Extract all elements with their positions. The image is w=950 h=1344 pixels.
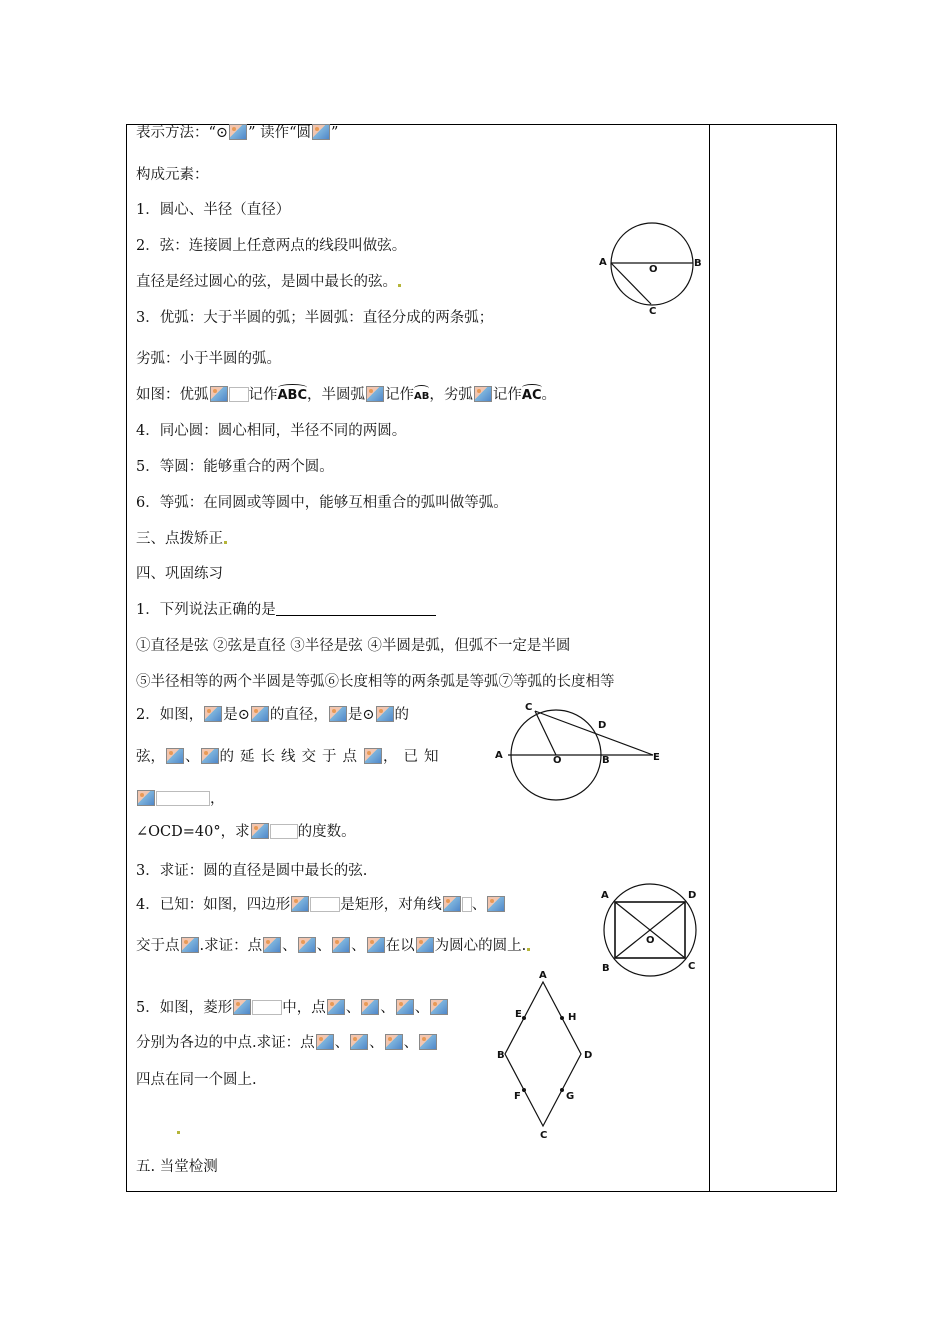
exercise-2-line4: ∠OCD=40°，求 的度数。	[136, 824, 356, 840]
label-b: B	[602, 963, 610, 974]
line-diameter: 直径是经过圆心的弦，是圆中最长的弦。	[136, 273, 402, 291]
image-placeholder-icon	[367, 937, 385, 953]
exercise-2-line2: 弦， 、 的延长线交于点 ，已知	[136, 749, 445, 765]
label-d: D	[688, 890, 697, 901]
image-placeholder-icon	[298, 937, 316, 953]
image-placeholder-icon	[487, 896, 505, 912]
image-placeholder-icon	[376, 706, 394, 722]
image-placeholder-icon	[329, 706, 347, 722]
label-f: F	[514, 1091, 521, 1102]
mark-dot	[527, 948, 530, 951]
figure-rhombus	[494, 966, 604, 1144]
image-placeholder-icon	[443, 896, 461, 912]
midpoint-e	[522, 1016, 526, 1020]
line-notation: 表示方法：“⊙ ” 读作“圆 ”	[136, 125, 339, 141]
image-placeholder-icon	[364, 748, 382, 764]
midpoint-g	[560, 1088, 564, 1092]
exercise-3: 3．求证：圆的直径是圆中最长的弦.	[136, 863, 368, 879]
line-minor-arc: 劣弧：小于半圆的弧。	[136, 351, 281, 367]
label-d: D	[598, 720, 607, 731]
image-placeholder-icon	[233, 999, 251, 1015]
label-a: A	[599, 257, 607, 268]
image-placeholder-icon	[316, 1034, 334, 1050]
arc-ac: AC	[521, 388, 542, 403]
image-box	[270, 824, 298, 839]
line-item2: 2．弦：连接圆上任意两点的线段叫做弦。	[136, 238, 407, 254]
label-h: H	[568, 1012, 577, 1023]
chord-ac	[611, 263, 651, 304]
line-elements: 构成元素：	[136, 167, 209, 183]
label-c: C	[649, 306, 657, 316]
image-box	[252, 1000, 282, 1015]
image-placeholder-icon	[366, 386, 384, 402]
image-placeholder-icon	[251, 706, 269, 722]
line-item4: 4．同心圆：圆心相同，半径不同的两圆。	[136, 423, 407, 439]
label-g: G	[566, 1091, 575, 1102]
line-item6: 6．等弧：在同圆或等圆中，能够互相重合的弧叫做等弧。	[136, 495, 508, 511]
mark-dot	[398, 284, 401, 287]
line-item1: 1．圆心、半径（直径）	[136, 202, 291, 218]
exercise-5-line3: 四点在同一个圆上.	[136, 1072, 257, 1088]
image-placeholder-icon	[430, 999, 448, 1015]
mark-dot	[177, 1131, 180, 1134]
label-c: C	[525, 702, 533, 713]
image-placeholder-icon	[229, 124, 247, 140]
label-o: O	[646, 935, 655, 946]
exercise-4: 4．已知：如图，四边形 是矩形，对角线 、	[136, 896, 506, 914]
column-divider	[709, 124, 710, 1192]
label-o: O	[553, 755, 562, 766]
image-placeholder-icon	[204, 706, 222, 722]
label-b: B	[602, 755, 610, 766]
label-a: A	[601, 890, 609, 901]
answer-blank	[276, 601, 436, 616]
exercise-4-line2: 交于点 .求证：点 、 、 、 在以 为圆心的圆上.	[136, 937, 531, 955]
line-arc-example: 如图：优弧 记作ABC，半圆弧 记作AB，劣弧 记作AC。	[136, 386, 556, 406]
image-placeholder-icon	[166, 748, 184, 764]
midpoint-f	[522, 1088, 526, 1092]
mark-dot-line	[176, 1120, 181, 1138]
label-e: E	[653, 752, 660, 763]
exercise-2-line3: ，	[136, 790, 225, 808]
image-box	[156, 791, 210, 806]
image-placeholder-icon	[327, 999, 345, 1015]
label-o: O	[649, 264, 658, 275]
image-placeholder-icon	[291, 896, 309, 912]
section-heading-3: 三、点拨矫正	[136, 530, 228, 548]
image-placeholder-icon	[416, 937, 434, 953]
label-b: B	[694, 258, 702, 269]
exercise-1-options-a: ①直径是弦 ②弦是直径 ③半径是弦 ④半圆是弧，但弧不一定是半圆	[136, 638, 571, 654]
image-placeholder-icon	[350, 1034, 368, 1050]
arc-abc: ABC	[277, 388, 308, 403]
image-placeholder-icon	[385, 1034, 403, 1050]
image-placeholder-icon	[181, 937, 199, 953]
label-d: D	[584, 1050, 593, 1061]
line-item5: 5．等圆：能够重合的两个圆。	[136, 459, 334, 475]
mark-dot	[224, 541, 227, 544]
label-b: B	[497, 1050, 505, 1061]
exercise-2: 2．如图， 是⊙ 的直径， 是⊙ 的	[136, 707, 410, 723]
exercise-1-options-b: ⑤半径相等的两个半圆是等弧⑥长度相等的两条弧是等弧⑦等弧的长度相等	[136, 674, 615, 690]
label-c: C	[688, 961, 696, 972]
arc-ab: AB	[414, 388, 429, 406]
image-placeholder-icon	[210, 386, 228, 402]
figure-rectangle-circle	[598, 880, 702, 980]
figure-circle-chords	[596, 216, 708, 316]
label-c: C	[540, 1130, 548, 1141]
line-item3: 3．优弧：大于半圆的弧；半圆弧：直径分成的两条弧；	[136, 310, 494, 326]
image-placeholder-icon	[332, 937, 350, 953]
exercise-1: 1．下列说法正确的是	[136, 601, 436, 619]
image-placeholder-icon	[396, 999, 414, 1015]
image-placeholder-icon	[474, 386, 492, 402]
exercise-5: 5．如图，菱形 中，点 、 、 、	[136, 999, 449, 1017]
section-heading-5: 五. 当堂检测	[136, 1159, 218, 1175]
image-placeholder-icon	[263, 937, 281, 953]
image-box	[462, 897, 472, 912]
figure-circle-secant	[490, 696, 670, 806]
image-placeholder-icon	[251, 823, 269, 839]
image-box	[310, 897, 340, 912]
rhombus-abcd	[505, 982, 581, 1126]
section-heading-4: 四、巩固练习	[136, 566, 223, 582]
image-placeholder-icon	[137, 790, 155, 806]
midpoint-h	[560, 1016, 564, 1020]
label-e: E	[515, 1009, 522, 1020]
image-placeholder-icon	[312, 124, 330, 140]
image-box	[229, 387, 249, 402]
label-a: A	[495, 750, 503, 761]
image-placeholder-icon	[361, 999, 379, 1015]
image-placeholder-icon	[419, 1034, 437, 1050]
image-placeholder-icon	[201, 748, 219, 764]
label-a: A	[539, 970, 547, 981]
exercise-5-line2: 分别为各边的中点.求证：点 、 、 、	[136, 1034, 438, 1052]
